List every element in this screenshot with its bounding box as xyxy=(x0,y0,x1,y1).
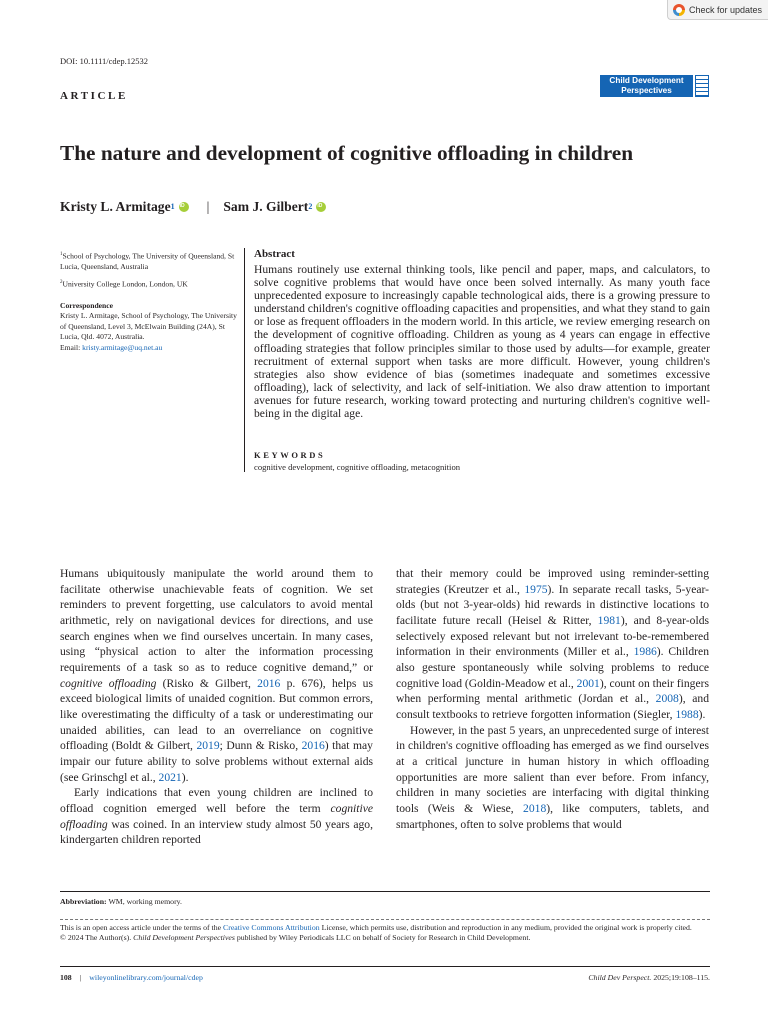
footer-divider xyxy=(60,966,710,967)
citation-link[interactable]: 2019 xyxy=(196,739,220,753)
footer-separator: | xyxy=(79,973,82,982)
orcid-icon[interactable] xyxy=(179,202,189,212)
body-paragraph xyxy=(396,566,709,723)
keywords-text: cognitive development, cognitive offloading, metacognition xyxy=(254,462,461,473)
abstract-text: Humans routinely use external thinking tools, like pencil and paper, maps, and calculators, to solve cognitive problems that would have once been solved internally. As many youth face unprecedented exposure to increasingly capable technological aids, there is a growing pressure to understand children's cognitive offloading capacities and propensities, and what they stand to gain or lose as frequent offloaders in the modern world. In this article, we review emerging research on the development of cognitive offloading. Children as young as 4 years can engage in effective offloading strategies that follow principles similar to those used by adults—for example, greater recruitment of external support when tasks are more difficult. However, young children's strategies also show evidence of bias (sometimes inadequate and sometimes excessive offloading), lack of selectivity, and lack of self-initiation. We also draw attention to important avenues for future research, working toward protecting and nurturing children's cognitive well-being in the digital age. xyxy=(254,263,710,421)
page-number: 108 xyxy=(60,973,72,982)
body-paragraph xyxy=(60,566,373,785)
affiliation-sup: 1 xyxy=(60,252,63,257)
body-text: ) that may impair our future ability to solve problems without external aids (see Grinschgl et al., xyxy=(60,739,373,784)
citation xyxy=(588,973,710,982)
affiliation xyxy=(60,278,240,290)
body-text: ), like computers, tablets, and smartphones, often to solve problems that would xyxy=(396,801,709,831)
body-text: ), count on their fingers when performing mental arithmetic (Jordan et al., xyxy=(396,676,709,706)
article-type-label: ARTICLE xyxy=(60,90,128,102)
body-column-left xyxy=(60,566,373,848)
author-list xyxy=(60,199,326,215)
license-note xyxy=(60,923,710,944)
abbreviation-text: WM, working memory. xyxy=(106,897,183,906)
orcid-icon[interactable] xyxy=(316,202,326,212)
body-text: ; Dunn & Risko, xyxy=(219,739,302,753)
doi: DOI: 10.1111/cdep.12532 xyxy=(60,56,149,66)
body-text: ). In separate recall tasks, 5-year-olds (but not 3-year-olds) hid rewards in distinctive locations to facilitate future recall (Heisel & Ritter, xyxy=(396,582,709,627)
affiliation xyxy=(60,250,240,273)
body-text: that their memory could be improved using reminder-setting strategies (Kreutzer et al., xyxy=(396,567,709,596)
body-text: However, in the past 5 years, an unprecedented surge of interest in children's cognitive offloading has emerged as we find ourselves at a critical juncture in human history in which offloading opportunities are more salient than ever before. From infancy, children in many societies are interfacing with digital thinking tools (Weis & Wiese, xyxy=(396,723,709,815)
emphasis-text: cognitive offloading xyxy=(60,676,157,690)
footnote-divider xyxy=(60,891,710,892)
body-text: Early indications that even young children are inclined to offload cognition emerged well before the term xyxy=(60,786,373,815)
abbreviation-note xyxy=(60,897,182,906)
author-affiliation-sup[interactable]: 2 xyxy=(308,201,313,211)
citation-link[interactable]: 2001 xyxy=(576,676,600,690)
check-for-updates-button[interactable] xyxy=(667,0,768,20)
body-column-right xyxy=(396,566,709,832)
journal-url-link[interactable]: wileyonlinelibrary.com/journal/cdep xyxy=(89,973,203,982)
emphasis-text: cognitive offloading xyxy=(60,801,373,831)
journal-mark-icon xyxy=(695,75,709,97)
body-text: ), and 8-year-olds selectively exposed relevant but not irrelevant to-be-remembered information in their environments (Miller et al., xyxy=(396,613,709,659)
abstract-heading: Abstract xyxy=(254,248,295,260)
body-paragraph xyxy=(60,785,373,848)
citation-link[interactable]: 2016 xyxy=(257,676,281,690)
license-divider xyxy=(60,919,710,920)
cc-license-link[interactable]: Creative Commons Attribution xyxy=(223,923,320,932)
journal-logo xyxy=(600,75,709,97)
article-title: The nature and development of cognitive offloading in children xyxy=(60,141,634,165)
body-text: was coined. In an interview study almost 50 years ago, kindergarten children reported xyxy=(60,817,373,847)
keywords-label: KEYWORDS xyxy=(254,450,326,461)
author-name[interactable]: Sam J. Gilbert xyxy=(223,199,309,214)
citation-volume: 2025;19:108–115. xyxy=(651,973,710,982)
body-text: p. 676), helps us exceed biological limits of unaided cognition. But common errors, like overestimating the difficulty of a task or underestimating our unaided abilities, can lead to an overreliance on cognitive offloading (Boldt & Gilbert, xyxy=(60,676,373,753)
body-text: (Risko & Gilbert, xyxy=(156,676,258,690)
email-link[interactable]: kristy.armitage@uq.net.au xyxy=(82,342,163,352)
journal-logo-line2: Perspectives xyxy=(621,85,672,95)
citation-link[interactable]: 2016 xyxy=(301,739,325,753)
copyright-journal: Child Development Perspectives xyxy=(133,933,235,943)
body-text: ). Children also gesture spontaneously while solving problems to reduce cognitive load (Goldin-Meadow et al., xyxy=(396,645,709,690)
affiliation-text: University College London, London, UK xyxy=(62,279,188,289)
correspondence-address: Kristy L. Armitage, School of Psychology, The University of Queensland, Level 3, McElwain Building (24A), St Lucia, Qld. 4072, Australia. xyxy=(60,311,237,342)
check-for-updates-label: Check for updates xyxy=(689,4,763,15)
license-post: License, which permits use, distribution and reproduction in any medium, provided the original work is properly cited. xyxy=(319,923,692,932)
body-text: ). xyxy=(181,770,189,784)
citation-journal: Child Dev Perspect. xyxy=(588,973,652,982)
body-text: ). xyxy=(698,707,706,721)
citation-link[interactable]: 2008 xyxy=(655,692,679,706)
correspondence-label: Correspondence xyxy=(60,300,114,310)
citation-link[interactable]: 1986 xyxy=(633,645,657,659)
journal-logo-line1: Child Development xyxy=(609,76,684,85)
email-label: Email: xyxy=(60,342,83,352)
author-name[interactable]: Kristy L. Armitage xyxy=(60,199,171,214)
abstract-section xyxy=(244,248,710,472)
citation-link[interactable]: 1981 xyxy=(597,613,621,627)
abbreviation-label: Abbreviation: xyxy=(60,897,107,906)
correspondence xyxy=(60,301,240,354)
license-pre: This is an open access article under the terms of the xyxy=(60,923,224,932)
copyright-pre: © 2024 The Author(s). xyxy=(60,933,134,943)
article-sidebar xyxy=(60,250,240,358)
body-text: ), and consult textbooks to retrieve forgotten information (Siegler, xyxy=(396,692,709,721)
author-affiliation-sup[interactable]: 1 xyxy=(170,201,175,211)
affiliation-sup: 2 xyxy=(60,279,63,285)
body-paragraph xyxy=(396,723,709,833)
affiliation-text: School of Psychology, The University of Queensland, St Lucia, Queensland, Australia xyxy=(60,251,235,272)
citation-link[interactable]: 1975 xyxy=(524,582,548,596)
citation-link[interactable]: 2018 xyxy=(523,801,547,815)
copyright-post: published by Wiley Periodicals LLC on behalf of Society for Research in Child Development. xyxy=(234,933,531,943)
crossmark-icon xyxy=(673,4,685,16)
body-text: Humans ubiquitously manipulate the world around them to facilitate otherwise unachievable feats of cognition. We set reminders to prevent forgetting, use calculators to avoid mental arithmetic, rely on navigational devices for directions, and use search engines when we find ourselves uncertain. In many cases, using “physical action to alter the information processing requirements of a task so as to reduce cognitive demand,” or xyxy=(60,567,373,674)
page-footer xyxy=(60,973,710,982)
citation-link[interactable]: 2021 xyxy=(158,770,182,784)
citation-link[interactable]: 1988 xyxy=(675,707,699,721)
author-separator: | xyxy=(206,199,210,214)
